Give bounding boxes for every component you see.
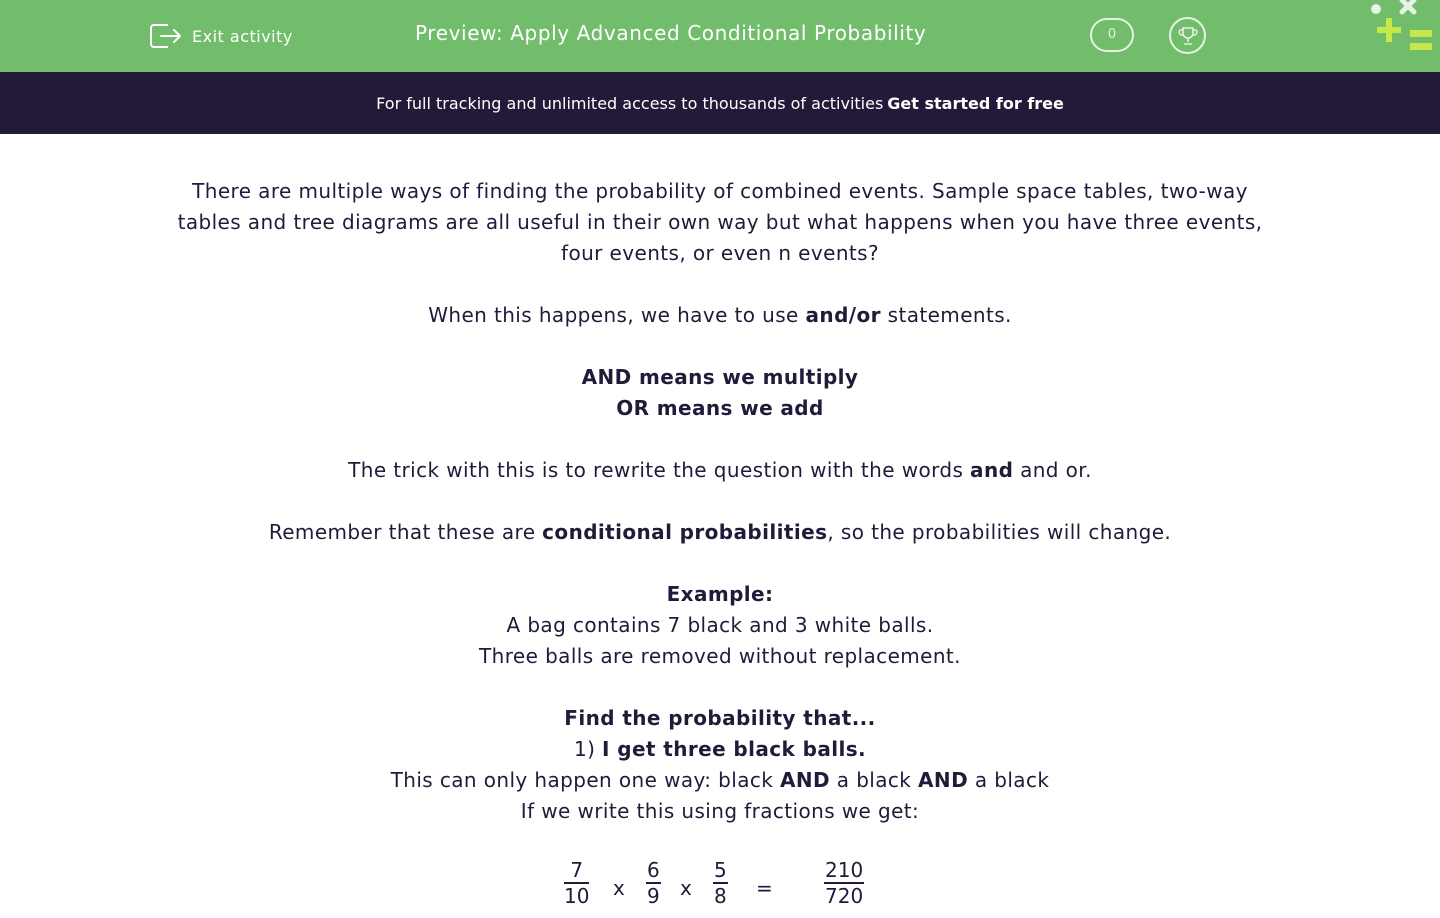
fraction-2-numerator: 6	[647, 858, 660, 882]
banner-text: For full tracking and unlimited access to thousands of activities	[376, 93, 884, 113]
result-denominator: 720	[825, 884, 864, 908]
fraction-2	[646, 858, 661, 908]
fractions-intro: If we write this using fractions we get:	[520, 799, 920, 823]
times-sign-2: x	[680, 876, 692, 900]
brand-logo	[1366, 0, 1440, 56]
trick-text-1: The trick with this is to rewrite the question with the words	[348, 458, 971, 482]
fraction-3	[713, 858, 728, 908]
remember-text-1: Remember that these are	[268, 520, 543, 544]
and-or-text-1: When this happens, we have to use	[428, 303, 806, 327]
fraction-equation	[560, 858, 880, 918]
page-title: Preview: Apply Advanced Conditional Probability	[415, 21, 927, 45]
and-or-text-2: statements.	[880, 303, 1012, 327]
and-rule: AND means we multiply	[581, 365, 859, 389]
fraction-2-denominator: 9	[647, 884, 660, 908]
question-1-text: I get three black balls.	[602, 737, 867, 761]
intro-paragraph: There are multiple ways of finding the probability of combined events. Sample space tables, two-way tables and tree diagrams are all useful in their own way but what happens when you have three events, four events, or even n events?	[177, 179, 1263, 265]
one-way-explanation: This can only happen one way: black AND a black AND a black	[390, 768, 1050, 792]
trophy-icon	[1177, 25, 1199, 47]
or-rule: OR means we add	[616, 396, 824, 420]
exit-icon	[148, 21, 184, 51]
fraction-3-denominator: 8	[714, 884, 727, 908]
result-fraction	[824, 858, 864, 908]
example-line-1: A bag contains 7 black and 3 white balls.	[506, 613, 934, 637]
result-numerator: 210	[825, 858, 864, 882]
question-1	[160, 734, 1280, 765]
fraction-3-numerator: 5	[714, 858, 727, 882]
upgrade-banner	[0, 72, 1440, 134]
fraction-1	[564, 858, 589, 908]
exit-activity-button[interactable]	[148, 20, 293, 52]
get-started-link[interactable]: Get started for free	[887, 93, 1064, 113]
trick-paragraph	[160, 455, 1280, 486]
example-line-2: Three balls are removed without replacement.	[479, 644, 961, 668]
example-heading: Example:	[666, 582, 774, 606]
question-1-number: 1)	[573, 737, 603, 761]
trick-emphasis: and	[970, 458, 1014, 482]
remember-text-2: , so the probabilities will change.	[827, 520, 1172, 544]
lesson-content	[160, 176, 1280, 827]
remember-emphasis: conditional probabilities	[542, 520, 828, 544]
and-or-statement	[160, 300, 1280, 331]
and-or-emphasis: and/or	[805, 303, 881, 327]
equals-sign: =	[756, 876, 773, 900]
trick-text-2: and or.	[1013, 458, 1092, 482]
fraction-1-denominator: 10	[564, 884, 590, 908]
times-sign-1: x	[613, 876, 625, 900]
score-badge: 0	[1090, 18, 1134, 52]
remember-paragraph	[160, 517, 1280, 548]
top-header	[0, 0, 1440, 72]
fraction-1-numerator: 7	[564, 858, 589, 884]
exit-activity-label: Exit activity	[192, 26, 293, 46]
find-heading: Find the probability that...	[564, 706, 876, 730]
trophy-button[interactable]	[1169, 17, 1206, 54]
